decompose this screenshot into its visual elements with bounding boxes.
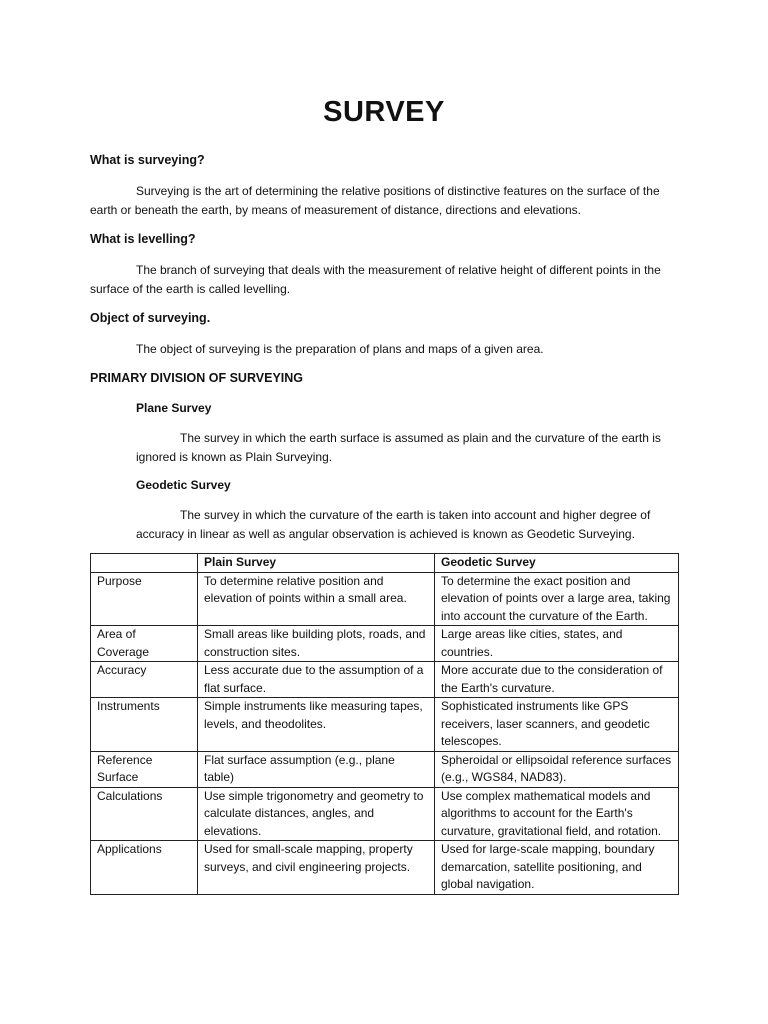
table-header-cell bbox=[91, 554, 198, 573]
comparison-table bbox=[90, 553, 679, 895]
table-row-label: Calculations bbox=[91, 787, 198, 841]
table-header-cell: Geodetic Survey bbox=[435, 554, 679, 573]
table-cell-plain: Use simple trigonometry and geometry to calculate distances, angles, and elevations. bbox=[198, 787, 435, 841]
table-row bbox=[91, 787, 679, 841]
table-cell-plain: Small areas like building plots, roads, and construction sites. bbox=[198, 626, 435, 662]
table-cell-geodetic: To determine the exact position and elevation of points over a large area, taking into account the curvature of the Earth. bbox=[435, 572, 679, 626]
table-cell-geodetic: Spheroidal or ellipsoidal reference surfaces (e.g., WGS84, NAD83). bbox=[435, 751, 679, 787]
table-cell-plain: Used for small-scale mapping, property surveys, and civil engineering projects. bbox=[198, 841, 435, 895]
page-title: SURVEY bbox=[323, 96, 445, 128]
heading-object-of-surveying: Object of surveying. bbox=[90, 311, 211, 325]
paragraph-levelling-definition: The branch of surveying that deals with the measurement of relative height of different points in the surface of the earth is called levelling. bbox=[90, 263, 661, 296]
paragraph-object-of-surveying: The object of surveying is the preparation of plans and maps of a given area. bbox=[136, 342, 544, 356]
table-cell-geodetic: Use complex mathematical models and algorithms to account for the Earth's curvature, gravitational field, and rotation. bbox=[435, 787, 679, 841]
paragraph-geodetic-survey: The survey in which the curvature of the earth is taken into account and higher degree of accuracy in linear as well as angular observation is achieved is known as Geodetic Surveying. bbox=[136, 508, 651, 541]
table-cell-geodetic: Sophisticated instruments like GPS receivers, laser scanners, and geodetic telescopes. bbox=[435, 698, 679, 752]
table-row-label: Instruments bbox=[91, 698, 198, 752]
table-row-label: Applications bbox=[91, 841, 198, 895]
table-cell-geodetic: More accurate due to the consideration of the Earth's curvature. bbox=[435, 662, 679, 698]
table-row bbox=[91, 841, 679, 895]
table-row bbox=[91, 751, 679, 787]
table-row bbox=[91, 626, 679, 662]
table-header-row bbox=[91, 554, 679, 573]
table-cell-geodetic: Large areas like cities, states, and countries. bbox=[435, 626, 679, 662]
table-header-cell: Plain Survey bbox=[198, 554, 435, 573]
table-row-label: Purpose bbox=[91, 572, 198, 626]
paragraph-plane-survey: The survey in which the earth surface is assumed as plain and the curvature of the earth is ignored is known as Plain Surveying. bbox=[136, 431, 661, 464]
table-row-label: Area of Coverage bbox=[91, 626, 198, 662]
heading-plane-survey: Plane Survey bbox=[136, 401, 212, 415]
heading-what-is-levelling: What is levelling? bbox=[90, 232, 196, 246]
paragraph-surveying-definition: Surveying is the art of determining the relative positions of distinctive features on the surface of the earth or beneath the earth, by means of measurement of distance, directions and elevations. bbox=[90, 184, 660, 217]
heading-what-is-surveying: What is surveying? bbox=[90, 153, 205, 167]
table-cell-plain: To determine relative position and elevation of points within a small area. bbox=[198, 572, 435, 626]
table-row bbox=[91, 698, 679, 752]
table-cell-plain: Less accurate due to the assumption of a flat surface. bbox=[198, 662, 435, 698]
heading-primary-division: PRIMARY DIVISION OF SURVEYING bbox=[90, 371, 304, 385]
table-row-label: Reference Surface bbox=[91, 751, 198, 787]
table-cell-geodetic: Used for large-scale mapping, boundary demarcation, satellite positioning, and global navigation. bbox=[435, 841, 679, 895]
heading-geodetic-survey: Geodetic Survey bbox=[136, 478, 231, 492]
table-row bbox=[91, 572, 679, 626]
table-cell-plain: Simple instruments like measuring tapes, levels, and theodolites. bbox=[198, 698, 435, 752]
table-row-label: Accuracy bbox=[91, 662, 198, 698]
table-row bbox=[91, 662, 679, 698]
table-cell-plain: Flat surface assumption (e.g., plane table) bbox=[198, 751, 435, 787]
